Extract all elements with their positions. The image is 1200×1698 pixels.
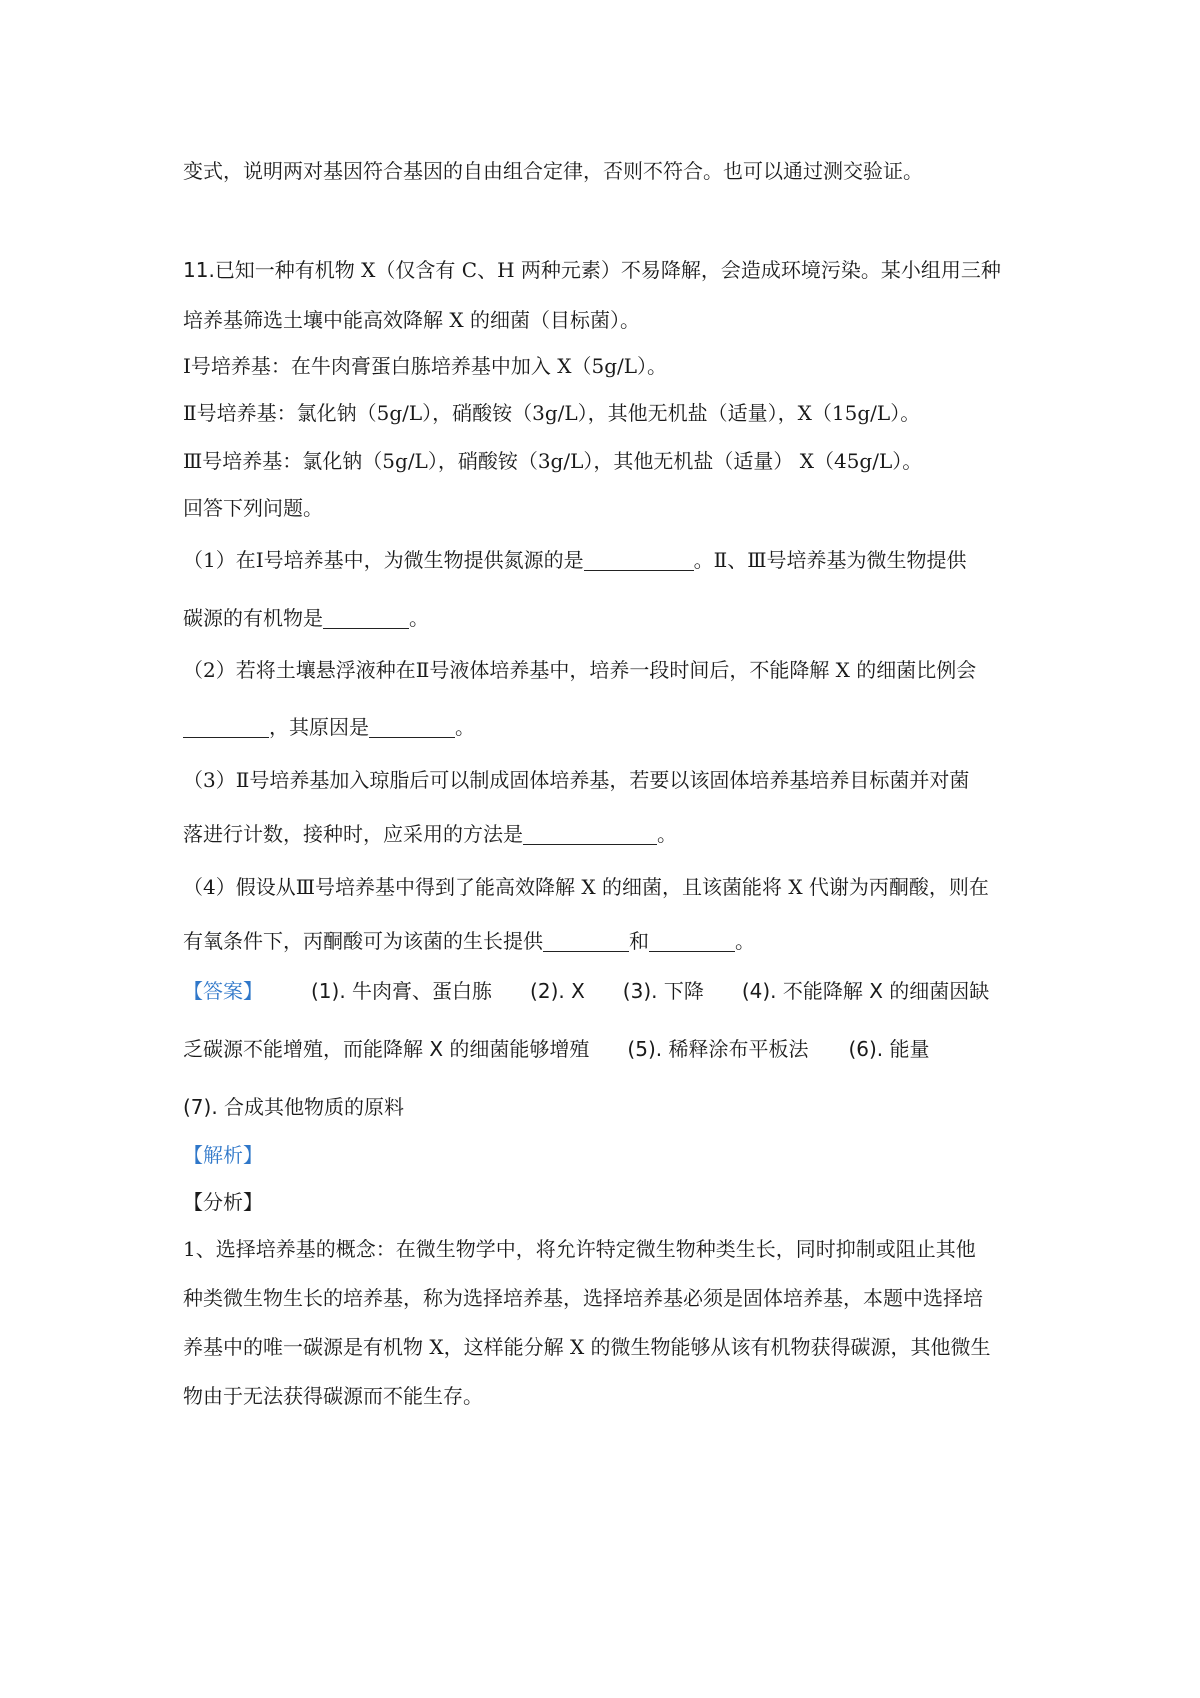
analysis-paragraph-line-4: 物由于无法获得碳源而不能生存。	[183, 1384, 483, 1408]
question-number: 11.	[183, 258, 215, 282]
answer-tag: 【答案】	[183, 979, 263, 1003]
subquestion-4-line-2: 有氧条件下，丙酮酸可为该菌的生长提供 和 。	[183, 929, 755, 953]
answer-3: (3). 下降	[622, 979, 704, 1003]
medium-1: Ⅰ号培养基：在牛肉膏蛋白胨培养基中加入 X（5g/L）。	[183, 354, 668, 378]
subquestion-2-line-2: ，其原因是 。	[183, 713, 475, 741]
answer-4-end: 乏碳源不能增殖，而能降解 X 的细菌能够增殖	[183, 1037, 590, 1061]
analysis-tag: 【解析】	[183, 1143, 263, 1167]
analysis-paragraph-line-3: 养基中的唯一碳源是有机物 X，这样能分解 X 的微生物能够从该有机物获得碳源，其他微生	[183, 1335, 991, 1359]
answer-line-3: (7). 合成其他物质的原料	[183, 1095, 405, 1119]
answer-4-start: (4). 不能降解 X 的细菌因缺	[741, 979, 990, 1003]
subquestion-4-line-1: （4）假设从Ⅲ号培养基中得到了能高效降解 X 的细菌，且该菌能将 X 代谢为丙酮酸，则在	[183, 875, 989, 899]
answer-blank	[543, 931, 629, 952]
subquestion-3-line-1: （3）Ⅱ号培养基加入琼脂后可以制成固体培养基，若要以该固体培养基培养目标菌并对菌	[183, 768, 970, 792]
question-stem-line-1: 11.已知一种有机物 X（仅含有 C、H 两种元素）不易降解，会造成环境污染。某小组用三种	[183, 258, 1001, 282]
subquestion-2-line-1: （2）若将土壤悬浮液种在Ⅱ号液体培养基中，培养一段时间后，不能降解 X 的细菌比例会	[183, 658, 977, 682]
answer-blank	[369, 717, 455, 738]
answer-line-2	[183, 1035, 930, 1063]
analysis-subtag: 【分析】	[183, 1190, 263, 1214]
medium-3: Ⅲ号培养基：氯化钠（5g/L），硝酸铵（3g/L），其他无机盐（适量） X（45g/L）。	[183, 449, 923, 473]
answer-5: (5). 稀释涂布平板法	[627, 1037, 809, 1061]
analysis-paragraph-line-1: 1、选择培养基的概念：在微生物学中，将允许特定微生物种类生长，同时抑制或阻止其他	[183, 1237, 976, 1261]
answer-blank	[523, 824, 657, 845]
subquestion-1-line-2: 碳源的有机物是 。	[183, 606, 429, 630]
medium-2: Ⅱ号培养基：氯化钠（5g/L），硝酸铵（3g/L），其他无机盐（适量），X（15g/L）。	[183, 401, 921, 425]
question-stem-line-2: 培养基筛选土壤中能高效降解 X 的细菌（目标菌）。	[183, 308, 640, 332]
answer-blank	[584, 550, 694, 571]
subquestion-1-line-1: （1）在Ⅰ号培养基中，为微生物提供氮源的是 。Ⅱ、Ⅲ号培养基为微生物提供	[183, 548, 967, 572]
answer-blank	[649, 931, 735, 952]
answer-blank	[323, 608, 409, 629]
answer-1: (1). 牛肉膏、蛋白胨	[311, 979, 493, 1003]
answer-6: (6). 能量	[848, 1037, 930, 1061]
answer-line-1	[183, 977, 989, 1005]
answer-blank	[183, 717, 269, 738]
previous-answer-tail: 变式，说明两对基因符合基因的自由组合定律，否则不符合。也可以通过测交验证。	[183, 159, 923, 183]
analysis-paragraph-line-2: 种类微生物生长的培养基，称为选择培养基，选择培养基必须是固体培养基，本题中选择培	[183, 1286, 983, 1310]
answer-2: (2). X	[530, 979, 585, 1003]
subquestion-3-line-2: 落进行计数，接种时，应采用的方法是 。	[183, 822, 677, 846]
question-prompt: 回答下列问题。	[183, 496, 323, 520]
